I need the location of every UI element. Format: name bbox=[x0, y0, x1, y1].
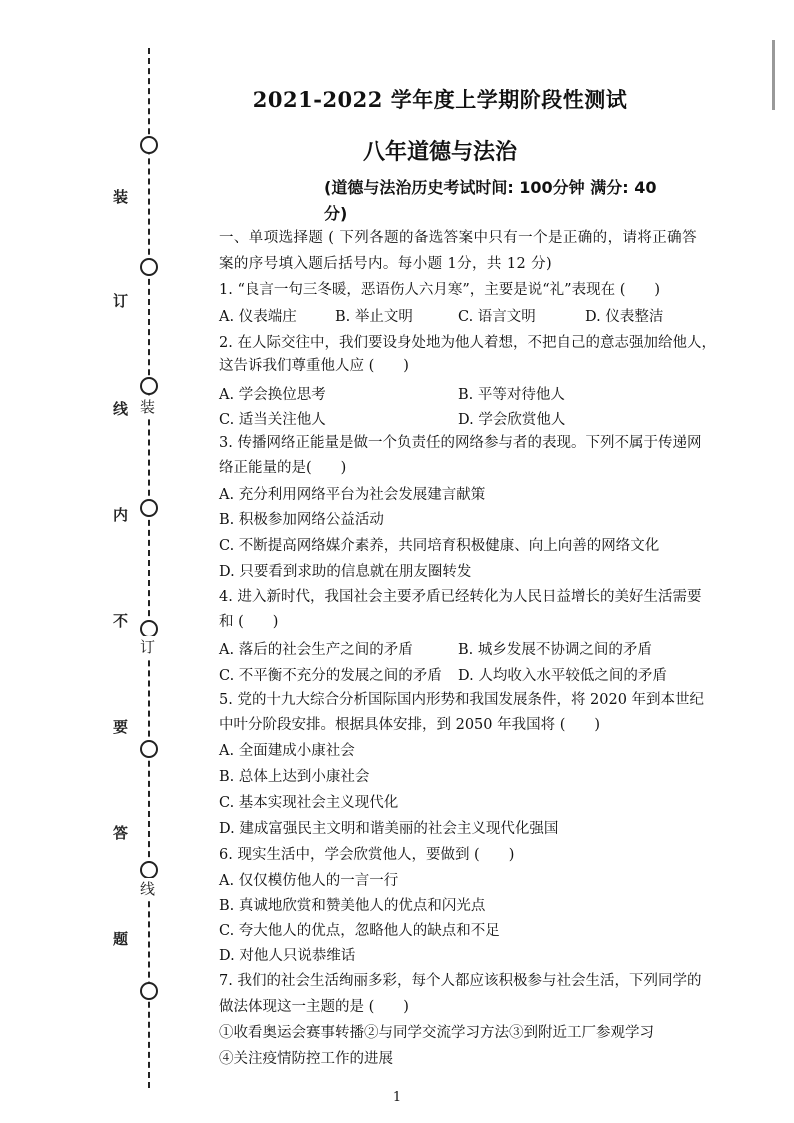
question-stem: 5. 党的十九大综合分析国际国内形势和我国发展条件，将 2020 年到本世纪 bbox=[219, 692, 705, 708]
binding-hole bbox=[140, 499, 158, 517]
question-stem: 和 ( ) bbox=[219, 614, 279, 630]
question-stem: 络正能量的是( ) bbox=[219, 460, 347, 476]
subject-title: 八年道德与法治 bbox=[362, 139, 517, 165]
side-notice-char: 题 bbox=[113, 930, 129, 948]
option-d: D. 学会欣赏他人 bbox=[458, 412, 566, 428]
section-instructions: 一、单项选择题 ( 下列各题的备选答案中只有一个是正确的，请将正确答 bbox=[219, 230, 697, 246]
option-a: A. 充分利用网络平台为社会发展建言献策 bbox=[219, 487, 486, 503]
question-stem: 6. 现实生活中，学会欣赏他人，要做到 ( ) bbox=[219, 847, 515, 863]
option-a: A. 落后的社会生产之间的矛盾 bbox=[219, 642, 413, 658]
binding-hole bbox=[140, 377, 158, 395]
option-b: B. 举止文明 bbox=[335, 309, 413, 325]
option-b: B. 平等对待他人 bbox=[458, 387, 565, 403]
question-stem: 1. “良言一句三冬暖，恶语伤人六月寒”，主要是说“礼”表现在 ( ) bbox=[219, 282, 661, 298]
side-notice-char: 答 bbox=[113, 824, 129, 842]
scan-edge-mark bbox=[772, 40, 775, 110]
option-b: B. 积极参加网络公益活动 bbox=[219, 512, 384, 528]
binding-hole bbox=[140, 136, 158, 154]
exam-meta bbox=[324, 175, 669, 227]
statement-list: ④关注疫情防控工作的进展 bbox=[219, 1051, 393, 1067]
option-a: A. 学会换位思考 bbox=[219, 387, 326, 403]
binding-label: 装 bbox=[140, 398, 156, 416]
binding-hole bbox=[140, 861, 158, 879]
binding-label: 线 bbox=[140, 880, 156, 898]
option-c: C. 基本实现社会主义现代化 bbox=[219, 795, 399, 811]
exam-meta-line: (道德与法治历史考试时间: 100分钟 满分: 40 bbox=[324, 178, 657, 197]
option-b: B. 真诚地欣赏和赞美他人的优点和闪光点 bbox=[219, 898, 486, 914]
binding-hole bbox=[140, 982, 158, 1000]
question-stem: 3. 传播网络正能量是做一个负责任的网络参与者的表现。下列不属于传递网 bbox=[219, 435, 702, 451]
option-d: D. 只要看到求助的信息就在朋友圈转发 bbox=[219, 564, 472, 580]
page-number: 1 bbox=[392, 1090, 402, 1105]
binding-label: 订 bbox=[140, 638, 156, 656]
section-instructions: 案的序号填入题后括号内。每小题 1分，共 12 分) bbox=[219, 256, 553, 272]
side-notice-char: 不 bbox=[113, 612, 129, 630]
question-stem: 2. 在人际交往中，我们要设身处地为他人着想，不把自己的意志强加给他人， bbox=[219, 335, 716, 351]
question-stem: 7. 我们的社会生活绚丽多彩，每个人都应该积极参与社会生活，下列同学的 bbox=[219, 973, 702, 989]
option-a: A. 仪表端庄 bbox=[219, 309, 297, 325]
option-a: A. 全面建成小康社会 bbox=[219, 743, 355, 759]
side-notice-char: 线 bbox=[113, 400, 129, 418]
question-stem: 4. 进入新时代，我国社会主要矛盾已经转化为人民日益增长的美好生活需要 bbox=[219, 589, 702, 605]
option-c: C. 语言文明 bbox=[458, 309, 536, 325]
option-d: D. 建成富强民主文明和谐美丽的社会主义现代化强国 bbox=[219, 821, 559, 837]
exam-title: 2021-2022 学年度上学期阶段性测试 bbox=[252, 87, 628, 112]
side-notice-char: 装 bbox=[113, 188, 129, 206]
option-c: C. 不平衡不充分的发展之间的矛盾 bbox=[219, 668, 442, 684]
side-notice-char: 订 bbox=[113, 292, 129, 310]
question-stem: 这告诉我们尊重他人应 ( ) bbox=[219, 358, 409, 374]
option-c: C. 夸大他人的优点，忽略他人的缺点和不足 bbox=[219, 923, 500, 939]
side-notice-char: 内 bbox=[113, 506, 129, 524]
option-a: A. 仅仅模仿他人的一言一行 bbox=[219, 873, 399, 889]
option-d: D. 人均收入水平较低之间的矛盾 bbox=[458, 668, 667, 684]
exam-meta-line: 分) bbox=[324, 204, 348, 223]
option-d: D. 对他人只说恭维话 bbox=[219, 948, 356, 964]
binding-hole bbox=[140, 258, 158, 276]
option-d: D. 仪表整洁 bbox=[585, 309, 664, 325]
option-c: C. 不断提高网络媒介素养，共同培育积极健康、向上向善的网络文化 bbox=[219, 538, 660, 554]
binding-dashed-line bbox=[148, 48, 150, 1088]
question-stem: 中叶分阶段安排。根据具体安排，到 2050 年我国将 ( ) bbox=[219, 717, 601, 733]
option-c: C. 适当关注他人 bbox=[219, 412, 326, 428]
side-notice-char: 要 bbox=[113, 718, 129, 736]
option-b: B. 城乡发展不协调之间的矛盾 bbox=[458, 642, 652, 658]
question-stem: 做法体现这一主题的是 ( ) bbox=[219, 999, 409, 1015]
option-b: B. 总体上达到小康社会 bbox=[219, 769, 370, 785]
statement-list: ①收看奥运会赛事转播②与同学交流学习方法③到附近工厂参观学习 bbox=[219, 1025, 654, 1041]
binding-hole bbox=[140, 740, 158, 758]
